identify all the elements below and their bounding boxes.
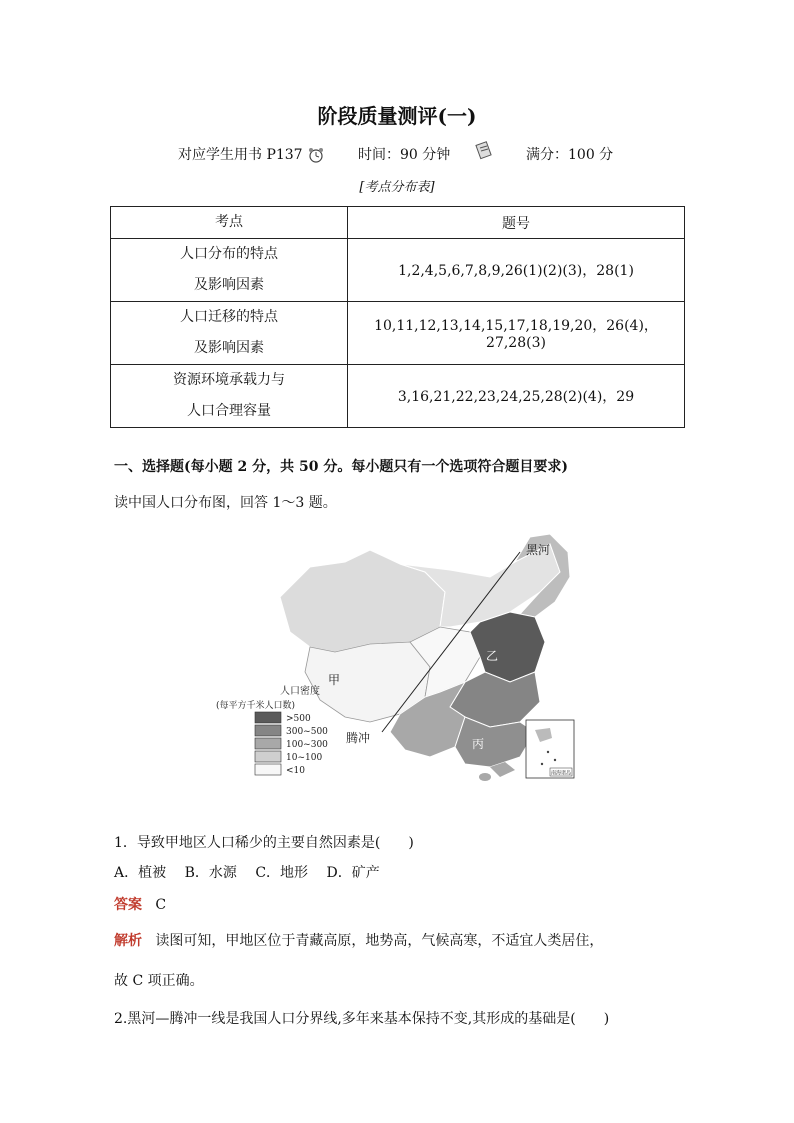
q1-option-c: C．地形 xyxy=(255,865,309,881)
topic-cell: 资源环境承载力与 人口合理容量 xyxy=(111,365,348,428)
table-row xyxy=(111,239,685,302)
label-jia: 甲 xyxy=(328,673,341,687)
label-heihe: 黑河 xyxy=(526,543,551,557)
full-score: 满分：100 分 xyxy=(526,147,614,163)
questions-cell: 10,11,12,13,14,15,17,18,19,20，26(4)，27,28(3) xyxy=(348,302,685,365)
inset-label: 南海诸岛 xyxy=(551,770,572,777)
label-bing: 丙 xyxy=(472,737,485,751)
legend-swatch xyxy=(255,738,281,749)
header-questions: 题号 xyxy=(348,207,685,239)
legend-label: <10 xyxy=(286,766,305,776)
table-row xyxy=(111,365,685,428)
china-population-map xyxy=(216,532,590,784)
legend-swatch xyxy=(255,751,281,762)
table-row xyxy=(111,302,685,365)
legend-subtitle: (每平方千米人口数) xyxy=(216,701,296,711)
q1-analysis: 解析 读图可知，甲地区位于青藏高原，地势高，气候高寒，不适宜人类居住， xyxy=(114,933,604,949)
table-header-row xyxy=(111,207,685,239)
book-reference-text: 对应学生用书 P137 xyxy=(178,147,303,163)
section-heading: 一、选择题(每小题 2 分，共 50 分。每小题只有一个选项符合题目要求) xyxy=(114,459,568,475)
q1-answer xyxy=(114,894,166,914)
time-limit: 时间：90 分钟 xyxy=(358,147,451,163)
header-topic: 考点 xyxy=(111,207,348,239)
legend-label: 300~500 xyxy=(286,727,328,737)
q1-option-d: D．矿产 xyxy=(326,865,380,881)
q1-option-b: B．水源 xyxy=(184,865,237,881)
analysis-label: 解析 xyxy=(114,933,142,949)
legend-label: 100~300 xyxy=(286,740,328,750)
questions-cell: 3,16,21,22,23,24,25,28(2)(4)，29 xyxy=(348,365,685,428)
answer-label: 答案 xyxy=(114,897,142,913)
q2-stem: 2.黑河—腾冲一线是我国人口分界线,多年来基本保持不变,其形成的基础是( ) xyxy=(114,1011,610,1027)
clock-icon xyxy=(307,147,325,163)
paper-icon xyxy=(474,140,494,160)
legend-title: 人口密度 xyxy=(280,686,320,697)
topic-cell: 人口迁移的特点 及影响因素 xyxy=(111,302,348,365)
legend-label: >500 xyxy=(286,714,311,724)
q1-analysis-cont: 故 C 项正确。 xyxy=(114,973,204,989)
questions-cell: 1,2,4,5,6,7,8,9,26(1)(2)(3)，28(1) xyxy=(348,239,685,302)
label-tengchong: 腾冲 xyxy=(346,731,371,745)
topic-table xyxy=(110,206,685,428)
intro-text: 读中国人口分布图，回答 1～3 题。 xyxy=(114,495,337,511)
page-title: 阶段质量测评(一) xyxy=(317,104,477,128)
legend-swatch xyxy=(255,725,281,736)
map-legend xyxy=(255,712,328,776)
legend-label: 10~100 xyxy=(286,753,323,763)
q1-options xyxy=(114,862,394,882)
q1-stem: 1．导致甲地区人口稀少的主要自然因素是( ) xyxy=(114,835,414,851)
legend-swatch xyxy=(255,712,281,723)
book-reference xyxy=(178,144,325,164)
legend-swatch xyxy=(255,764,281,775)
table-tag: [考点分布表] xyxy=(359,180,435,195)
answer-value: C xyxy=(155,897,167,913)
label-yi: 乙 xyxy=(486,649,499,663)
topic-cell: 人口分布的特点 及影响因素 xyxy=(111,239,348,302)
q1-option-a: A．植被 xyxy=(114,865,167,881)
